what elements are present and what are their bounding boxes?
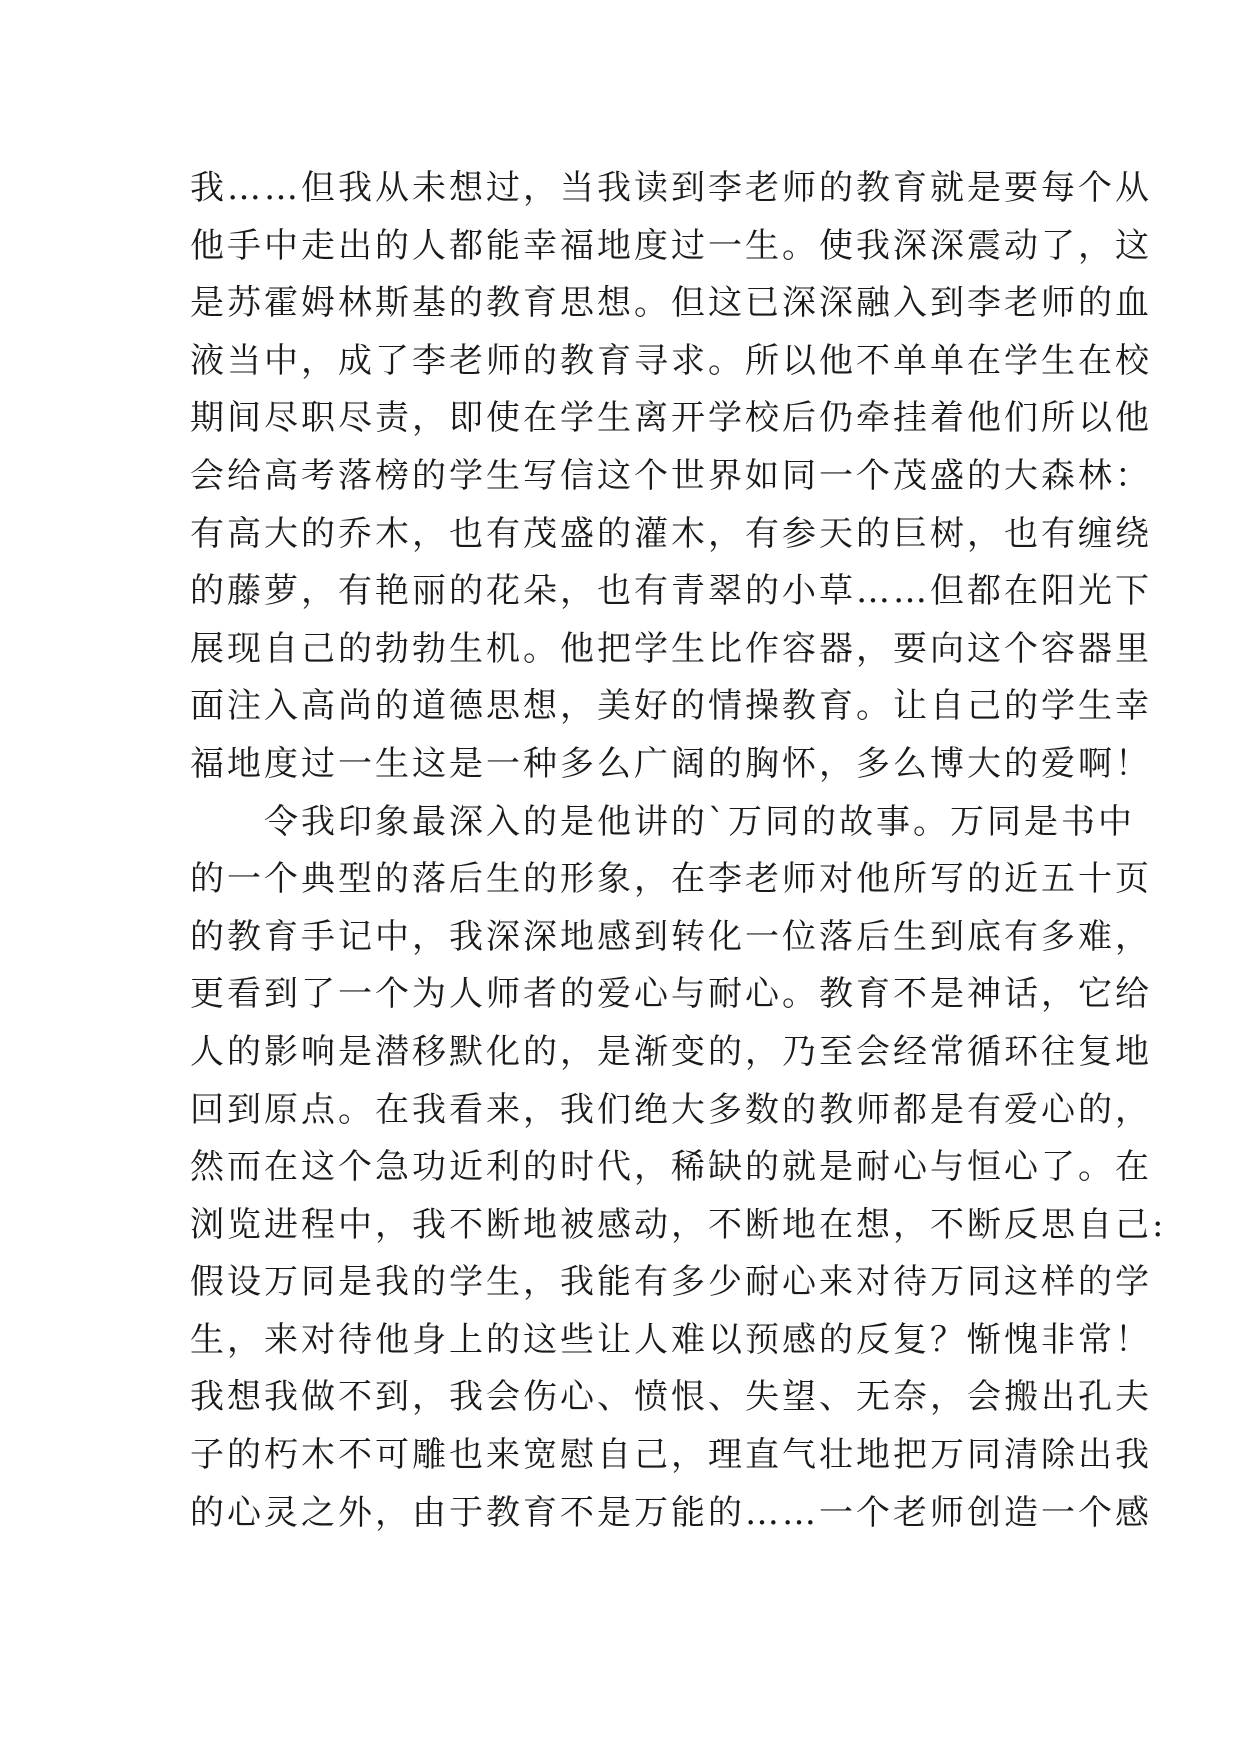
text-line: 的一个典型的落后生的形象，在李老师对他所写的近五十页 xyxy=(190,859,1152,900)
text-line: 回到原点。在我看来，我们绝大多数的教师都是有爱心的， xyxy=(190,1089,1152,1130)
text-line: 的教育手记中，我深深地感到转化一位落后生到底有多难， xyxy=(190,916,1152,957)
text-line: 我……但我从未想过，当我读到李老师的教育就是要每个从 xyxy=(190,168,1152,208)
text-line: 假设万同是我的学生，我能有多少耐心来对待万同这样的学 xyxy=(190,1262,1152,1303)
text-line: 人的影响是潜移默化的，是渐变的，乃至会经常循环往复地 xyxy=(190,1031,1152,1072)
text-line: 的藤萝，有艳丽的花朵，也有青翠的小草……但都在阳光下 xyxy=(190,571,1152,612)
text-line: 是苏霍姆林斯基的教育思想。但这已深深融入到李老师的血 xyxy=(190,283,1152,324)
text-line: 他手中走出的人都能幸福地度过一生。使我深深震动了，这 xyxy=(190,225,1152,266)
text-line: 令我印象最深入的是他讲的`万同的故事。万同是书中 xyxy=(190,801,1135,842)
text-line: 液当中，成了李老师的教育寻求。所以他不单单在学生在校 xyxy=(190,340,1152,381)
text-line: 的心灵之外，由于教育不是万能的……一个老师创造一个感 xyxy=(190,1492,1152,1533)
text-line: 会给高考落榜的学生写信这个世界如同一个茂盛的大森林： xyxy=(190,455,1152,496)
text-line: 展现自己的勃勃生机。他把学生比作容器，要向这个容器里 xyxy=(190,628,1152,669)
text-line: 生，来对待他身上的这些让人难以预感的反复？惭愧非常！ xyxy=(190,1319,1152,1360)
text-line: 然而在这个急功近利的时代，稀缺的就是耐心与恒心了。在 xyxy=(190,1147,1152,1188)
text-line: 面注入高尚的道德思想，美好的情操教育。让自己的学生幸 xyxy=(190,686,1152,727)
text-line: 有高大的乔木，也有茂盛的灌木，有参天的巨树，也有缠绕 xyxy=(190,513,1152,554)
text-line: 浏览进程中，我不断地被感动，不断地在想，不断反思自己: xyxy=(190,1204,1167,1245)
text-line: 我想我做不到，我会伤心、愤恨、失望、无奈，会搬出孔夫 xyxy=(190,1377,1152,1418)
text-line: 福地度过一生这是一种多么广阔的胸怀，多么博大的爱啊！ xyxy=(190,743,1152,784)
text-line: 更看到了一个为人师者的爱心与耐心。教育不是神话，它给 xyxy=(190,974,1152,1015)
text-line: 期间尽职尽责，即使在学生离开学校后仍牵挂着他们所以他 xyxy=(190,398,1152,439)
text-line: 子的朽木不可雕也来宽慰自己，理直气壮地把万同清除出我 xyxy=(190,1435,1152,1476)
body-text xyxy=(190,160,1167,1542)
